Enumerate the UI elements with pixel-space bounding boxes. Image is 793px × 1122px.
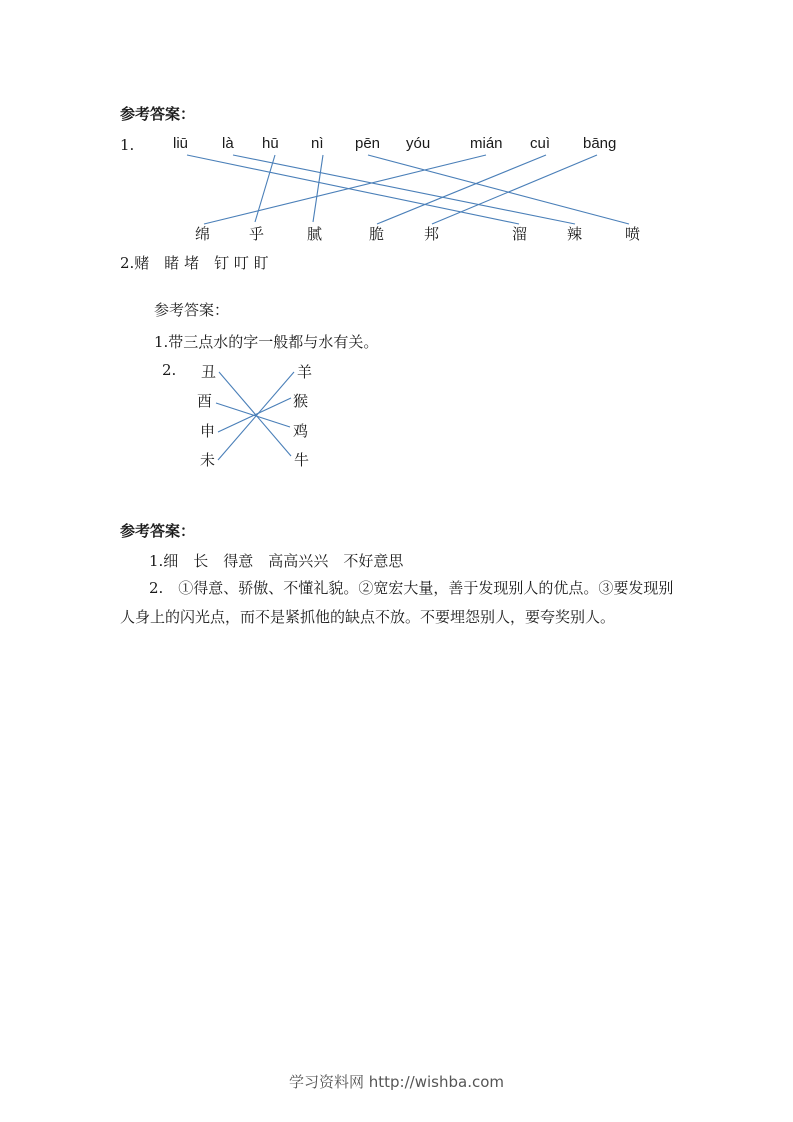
right-item-hou: 猴 <box>293 392 309 410</box>
pinyin-bang: bāng <box>583 135 617 152</box>
s3-q2-answer: 2. ①得意、骄傲、不懂礼貌。②宽宏大量，善于发现别人的优点。③要发现别人身上的闪光点，而不是紧抓他的缺点不放。不要埋怨别人，要夸奖别人。 <box>120 579 674 626</box>
char-bang: 邦 <box>424 225 440 243</box>
pinyin-liu: liū <box>173 135 189 152</box>
s2-q1-answer: 1.带三点水的字一般都与水有关。 <box>154 333 379 351</box>
left-item-chou: 丑 <box>201 363 217 381</box>
right-item-yang: 羊 <box>297 363 313 381</box>
pinyin-la: là <box>222 135 234 152</box>
link-pen-pen <box>368 155 629 224</box>
pinyin-hu: hū <box>262 135 279 152</box>
link-shen-hou <box>218 398 291 432</box>
pinyin-cui: cuì <box>530 135 551 152</box>
char-cui: 脆 <box>369 225 385 243</box>
link-liu-liu <box>187 155 519 224</box>
link-hu-hu <box>255 155 275 222</box>
char-ni: 腻 <box>307 225 323 243</box>
char-la: 辣 <box>567 225 583 243</box>
left-item-shen: 申 <box>200 422 216 440</box>
right-item-niu: 牛 <box>294 451 310 469</box>
link-mian-mian <box>204 155 486 224</box>
section2-heading: 参考答案： <box>154 301 230 319</box>
link-ni-ni <box>313 155 323 222</box>
link-you-ji <box>216 403 290 427</box>
link-la-la <box>233 155 575 224</box>
footer-watermark: 学习资料网 http://wishba.com <box>289 1073 504 1091</box>
pinyin-ni: nì <box>311 135 324 152</box>
link-bang-bang <box>432 155 597 224</box>
char-liu: 溜 <box>512 225 528 243</box>
section1-heading: 参考答案： <box>120 105 196 123</box>
q2-answer: 2.赌 睹 堵 钉 叮 盯 <box>120 254 269 272</box>
char-mian: 绵 <box>195 225 211 243</box>
left-item-wei: 未 <box>200 451 216 469</box>
link-chou-niu <box>219 372 291 456</box>
pinyin-mian: mián <box>470 135 503 152</box>
char-pen: 喷 <box>625 225 641 243</box>
s3-q1-answer: 1.细 长 得意 高高兴兴 不好意思 <box>149 552 404 570</box>
pinyin-pen: pēn <box>355 135 381 152</box>
char-hu: 乎 <box>249 225 265 243</box>
section3-heading: 参考答案： <box>120 522 196 540</box>
pinyin-you: yóu <box>406 135 431 152</box>
left-item-you: 酉 <box>197 392 213 410</box>
s2-q2-number: 2. <box>162 361 177 379</box>
right-item-ji: 鸡 <box>293 422 309 440</box>
q1-number: 1. <box>120 136 135 154</box>
